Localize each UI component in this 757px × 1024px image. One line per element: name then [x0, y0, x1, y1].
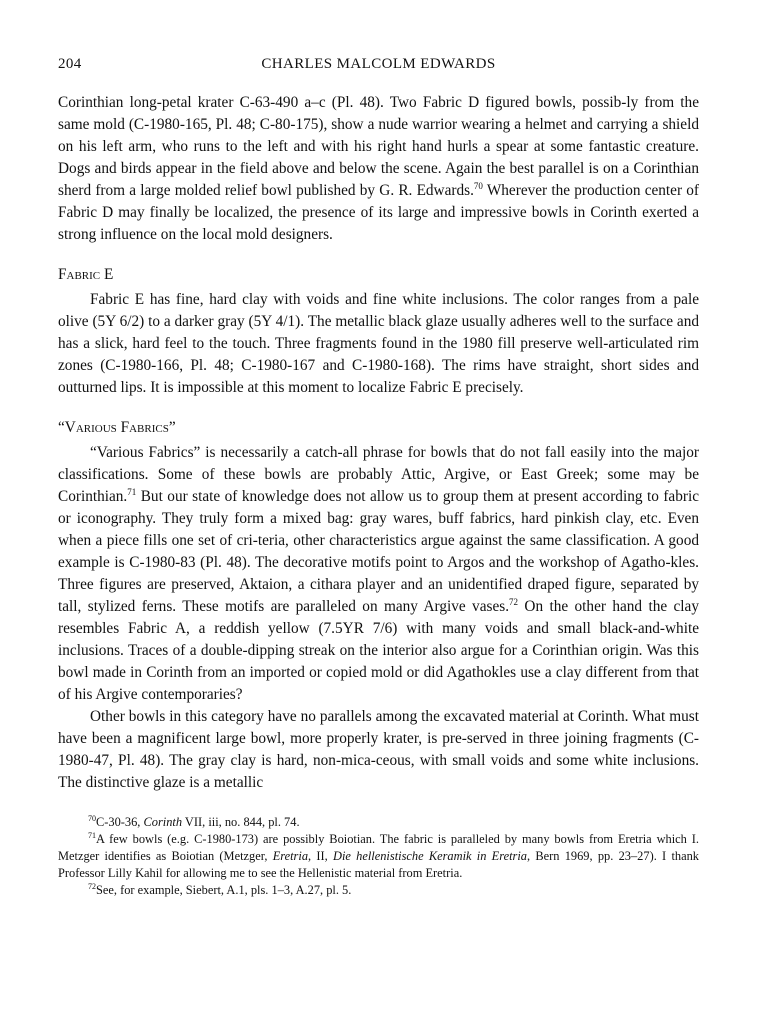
footnote-71 — [58, 831, 699, 882]
text-run: See, for example, Siebert, A.1, pls. 1–3, A.27, pl. 5. — [96, 883, 352, 897]
footnote-70 — [58, 814, 699, 831]
paragraph-other-bowls: Other bowls in this category have no parallels among the excavated material at Corinth. What must have been a magnificent large bowl, more properly krater, is pre-served in three joining fragments (C-1980-47, Pl. 48). The gray clay is hard, non-mica-ceous, with small voids and some white inclusions. The distinctive glaze is a metallic — [58, 708, 699, 791]
footnote-ref-71[interactable]: 71 — [127, 487, 137, 497]
section-heading-fabric-e: Fabric E — [58, 266, 114, 283]
text-run: Corinthian long-petal krater C-63-490 a–c (Pl. 48). Two Fabric D figured bowls, possib-ly from the same mold (C-1980-165, Pl. 48; C-80-175), show a nude warrior wearing a helmet and carrying a shield on his left arm, who runs to the left and with his right hand hurls a spear at some fantastic creature. Dogs and birds appear in the field above and below the scene. Again the best parallel is on a Corinthian sherd from a large molded relief bowl published by G. R. Edwards. — [58, 94, 699, 199]
footnote-ref-70[interactable]: 70 — [473, 181, 483, 191]
running-title: CHARLES MALCOLM EDWARDS — [261, 56, 496, 72]
text-run: , Bern 1969, pp. 23–27). I thank Professor Lilly Kahil for allowing me to see the Hellenistic material from Eretria. — [58, 849, 699, 880]
paragraph-fabric-d-continued — [58, 92, 699, 246]
footnote-number: 70 — [88, 814, 96, 823]
text-run-italic: Eretria — [272, 849, 309, 863]
text-run: A few bowls (e.g. C-1980-173) are possibly Boiotian. The fabric is paralleled by many bowls from Eretria which I. Metzger identifies as Boiotian (Metzger, — [58, 832, 699, 863]
text-run: C-30-36, — [96, 815, 144, 829]
text-run: On the other hand the clay resembles Fabric A, a reddish yellow (7.5YR 7/6) with many voids and small black-and-white inclusions. Traces of a double-dipping streak on the interior also argue for a Corinthian origin. Was this bowl made in Corinth from an imported or copied mold or did Agathokles use a clay different from that of his Argive contemporaries? — [58, 598, 699, 703]
page-number: 204 — [58, 56, 82, 72]
footnotes — [58, 814, 699, 899]
footnote-number: 72 — [88, 882, 96, 891]
text-run: Wherever the production center of Fabric D may finally be localized, the presence of its large and impressive bowls in Corinth exerted a strong influence on the local mold designers. — [58, 182, 699, 243]
footnote-72 — [58, 882, 699, 899]
text-run: “Various Fabrics” is necessarily a catch-all phrase for bowls that do not fall easily into the major classifications. Some of these bowls are probably Attic, Argive, or East Greek; some may be Corinthian. — [58, 444, 699, 505]
section-heading-various-fabrics: “Various Fabrics” — [58, 419, 176, 436]
running-head — [58, 56, 699, 78]
paragraph-fabric-e: Fabric E has fine, hard clay with voids and fine white inclusions. The color ranges from a pale olive (5Y 6/2) to a darker gray (5Y 4/1). The metallic black glaze usually adheres well to the surface and has a slick, hard feel to the touch. Three fragments found in the 1980 fill preserve well-articulated rim zones (C-1980-166, Pl. 48; C-1980-167 and C-1980-168). The rims have straight, short sides and outturned lips. It is impossible at this moment to localize Fabric E precisely. — [58, 291, 699, 396]
text-run: VII, iii, no. 844, pl. 74. — [182, 815, 300, 829]
text-run-italic: Die hellenistische Keramik in Eretria — [333, 849, 528, 863]
text-run-italic: Corinth — [143, 815, 183, 829]
text-run: , II, — [308, 849, 333, 863]
footnote-number: 71 — [88, 831, 96, 840]
text-run: But our state of knowledge does not allow us to group them at present according to fabric or iconography. They truly form a mixed bag: gray wares, buff fabrics, hard pinkish clay, etc. Even when a piece fills one set of cri-teria, other characteristics argue against the same classification. A good example is C-1980-83 (Pl. 48). The decorative motifs point to Argos and the workshop of Agatho-kles. Three figures are preserved, Aktaion, a cithara player and an unidentified draped figure, separated by tall, stylized ferns. These motifs are paralleled on many Argive vases. — [58, 488, 699, 615]
footnote-ref-72[interactable]: 72 — [509, 597, 519, 607]
paragraph-various-fabrics — [58, 442, 699, 706]
